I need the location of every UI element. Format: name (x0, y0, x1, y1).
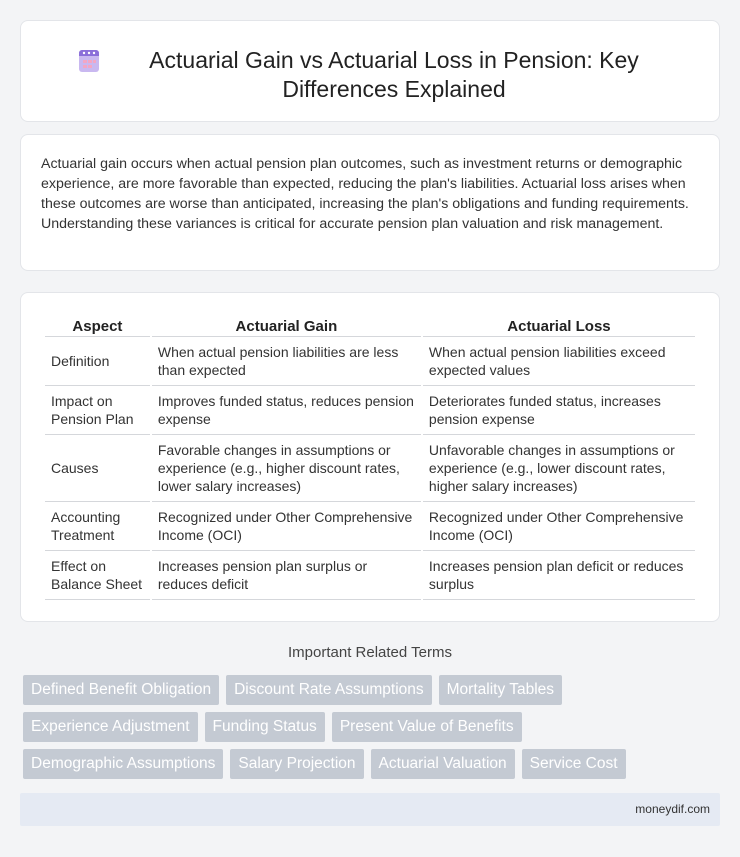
table-cell-gain: Favorable changes in assumptions or experience (e.g., higher discount rates, lower salary increases) (152, 435, 421, 502)
footer (20, 793, 720, 826)
column-header-aspect: Aspect (45, 315, 150, 337)
column-header-loss: Actuarial Loss (423, 315, 695, 337)
table-cell-loss: Increases pension plan deficit or reduces surplus (423, 551, 695, 600)
table-cell-loss: Recognized under Other Comprehensive Income (OCI) (423, 502, 695, 551)
site-name[interactable]: moneydif.com (635, 802, 710, 816)
table-cell-gain: When actual pension liabilities are less than expected (152, 337, 421, 386)
related-term-tag[interactable]: Demographic Assumptions (23, 749, 223, 779)
table-row (45, 435, 695, 502)
related-term-tag[interactable]: Discount Rate Assumptions (226, 675, 432, 705)
intro-card (20, 134, 720, 271)
table-cell-aspect: Effect on Balance Sheet (45, 551, 150, 600)
related-term-tag[interactable]: Experience Adjustment (23, 712, 198, 742)
related-term-tag[interactable]: Salary Projection (230, 749, 363, 779)
related-term-tag[interactable]: Actuarial Valuation (371, 749, 515, 779)
comparison-table (43, 315, 697, 600)
header-card (20, 20, 720, 122)
table-cell-gain: Recognized under Other Comprehensive Income (OCI) (152, 502, 421, 551)
related-term-tag[interactable]: Funding Status (205, 712, 325, 742)
table-cell-loss: When actual pension liabilities exceed expected values (423, 337, 695, 386)
related-term-tag[interactable]: Present Value of Benefits (332, 712, 522, 742)
page-title: Actuarial Gain vs Actuarial Loss in Pension: Key Differences Explained (149, 47, 639, 102)
column-header-gain: Actuarial Gain (152, 315, 421, 337)
document-icon (76, 48, 102, 74)
related-term-tag[interactable]: Service Cost (522, 749, 626, 779)
comparison-card (20, 292, 720, 622)
intro-paragraph: Actuarial gain occurs when actual pension plan outcomes, such as investment returns or demographic experience, are more favorable than expected, reducing the plan's liabilities. Actuarial loss arises when these outcomes are worse than anticipated, increasing the plan's obligations and funding requirements. Understanding these variances is critical for accurate pension plan valuation and risk management. (41, 156, 689, 232)
table-cell-aspect: Impact on Pension Plan (45, 386, 150, 435)
table-cell-loss: Unfavorable changes in assumptions or experience (e.g., lower discount rates, higher salary increases) (423, 435, 695, 502)
table-header-row (45, 315, 695, 337)
table-cell-aspect: Accounting Treatment (45, 502, 150, 551)
table-row (45, 386, 695, 435)
table-cell-gain: Improves funded status, reduces pension expense (152, 386, 421, 435)
table-cell-aspect: Definition (45, 337, 150, 386)
related-term-tag[interactable]: Defined Benefit Obligation (23, 675, 219, 705)
table-row (45, 502, 695, 551)
table-cell-aspect: Causes (45, 435, 150, 502)
table-row (45, 337, 695, 386)
related-term-tag[interactable]: Mortality Tables (439, 675, 562, 705)
table-cell-gain: Increases pension plan surplus or reduces deficit (152, 551, 421, 600)
table-cell-loss: Deteriorates funded status, increases pension expense (423, 386, 695, 435)
related-terms-heading: Important Related Terms (288, 644, 452, 661)
related-terms-list (23, 675, 723, 779)
table-row (45, 551, 695, 600)
